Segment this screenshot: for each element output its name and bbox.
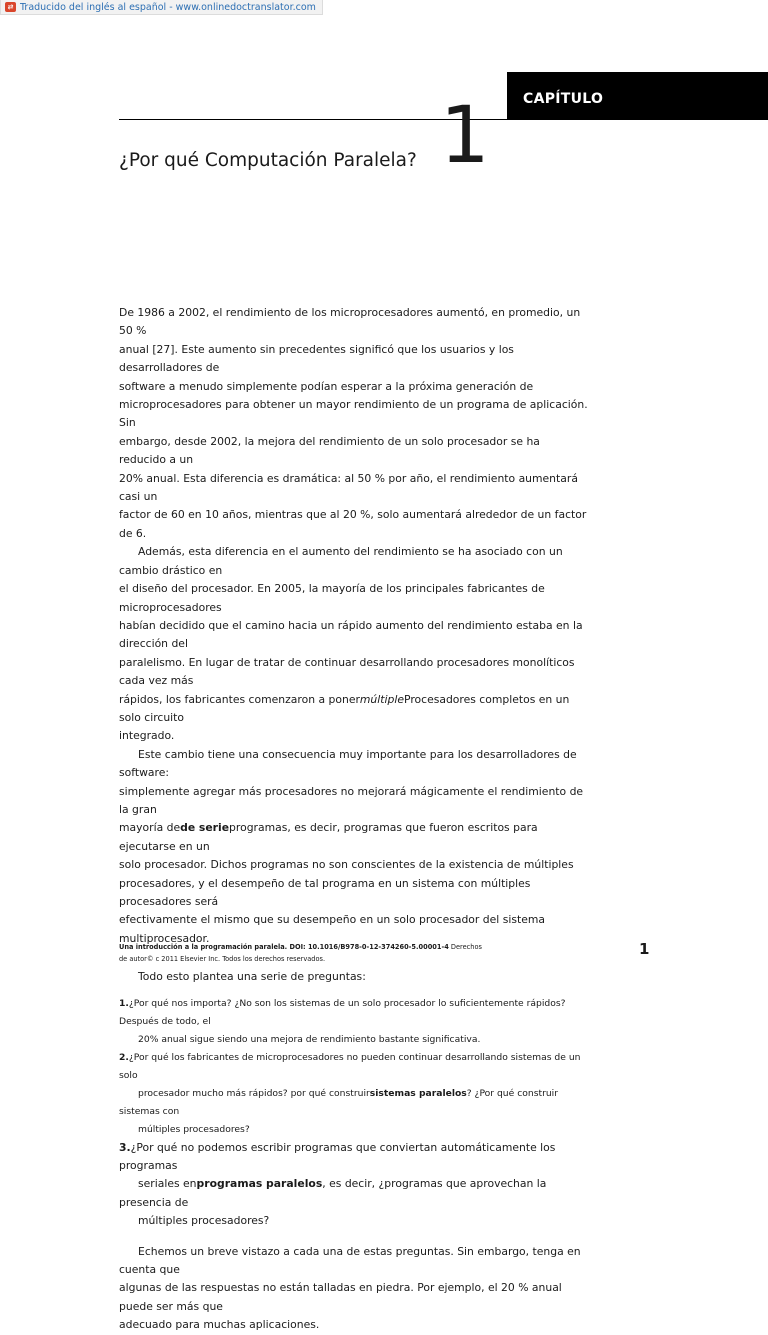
paragraph-1: De 1986 a 2002, el rendimiento de los microprocesadores aumentó, en promedio, un 50 % anual [27]. Este aumento sin precedentes significó que los usuarios y los desarrolladores de software a menudo simplemente podían esperar a la próxima generación de microprocesadores para obtener un mayor rendimiento de un programa de aplicación. Sin embargo, desde 2002, la mejora del rendimiento de un solo procesador se ha reducido a un 20% anual. Esta diferencia es dramática: al 50 % por año, el rendimiento aumentará casi un factor de 60 en 10 años, mientras que al 20 %, solo aumentará alrededor de un factor de 6. [119,306,588,540]
chapter-header-box [507,72,768,120]
questions-intro: Todo esto plantea una serie de preguntas: [138,970,366,984]
italic-term: múltiple [359,692,404,706]
translator-banner[interactable] [0,0,323,15]
paragraph-closing: Echemos un breve vistazo a cada una de estas preguntas. Sin embargo, tenga en cuenta que algunas de las respuestas no están talladas en piedra. Por ejemplo, el 20 % anual puede ser más que adecuado para muchas aplicaciones. [119,1244,581,1332]
list-item-1: 1.¿Por qué nos importa? ¿No son los sistemas de un solo procesador lo suficientemente rápidos? Después de todo, el 20% anual sigue siendo una mejora de rendimiento bastante significativa. [119,997,566,1045]
translator-banner-text[interactable]: Traducido del inglés al español - www.onlinedoctranslator.com [20,1,316,13]
body-text [119,304,589,1335]
paragraph-2: Además, esta diferencia en el aumento del rendimiento se ha asociado con un cambio drástico en el diseño del procesador. En 2005, la mayoría de los principales fabricantes de microprocesadores habían decidido que el camino hacia un rápido aumento del rendimiento estaba en la dirección del paralelismo. En lugar de tratar de continuar desarrollando procesadores monolíticos cada vez más rápidos, los fabricantes comenzaron a ponermúltipleProcesadores completos en un solo circuito integrado. [119,545,583,743]
translate-icon: ⇄ [5,2,16,12]
bold-term-serial: de serie [180,821,230,835]
list-item-2: 2.¿Por qué los fabricantes de microprocesadores no pueden continuar desarrollando sistemas de un solo procesador mucho más rápidos? por qué construirsistemas paralelos? ¿Por qué construir sistemas con múltiples procesadores? [119,1051,581,1135]
questions-list [119,995,589,1231]
list-item-3: 3.¿Por qué no podemos escribir programas que conviertan automáticamente los programas seriales enprogramas paralelos, es decir, ¿programas que aprovechan la presencia de múltiples procesadores? [119,1140,556,1228]
chapter-number: 1 [440,91,490,181]
chapter-title: ¿Por qué Computación Paralela? [119,150,417,171]
chapter-label: CAPÍTULO [523,91,604,107]
page-number: 1 [639,940,650,958]
citation-footer: Una introducción a la programación paralela. DOI: 10.1016/B978-0-12-374260-5.00001-4 Derechos de autor© c 2011 Elsevier Inc. Todos los derechos reservados. [119,943,482,963]
paragraph-3: Este cambio tiene una consecuencia muy importante para los desarrolladores de software: simplemente agregar más procesadores no mejorará mágicamente el rendimiento de la gran mayoría dede serieprogramas, es decir, programas que fueron escritos para ejecutarse en un solo procesador. Dichos programas no son conscientes de la existencia de múltiples procesadores, y el desempeño de tal programa en un sistema con múltiples procesadores será efectivamente el mismo que su desempeño en un solo procesador del sistema multiprocesador. [119,747,584,945]
